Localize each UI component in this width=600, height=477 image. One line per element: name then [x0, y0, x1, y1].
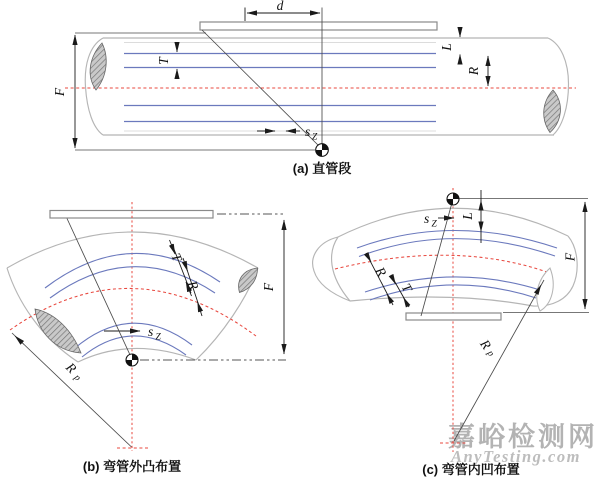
weld-lens-b-right — [239, 268, 258, 293]
watermark — [448, 422, 598, 466]
dim-rp-c — [454, 280, 544, 441]
label-rp-sub-b: p — [71, 372, 83, 384]
watermark-site: AnyTesting.com — [451, 447, 581, 466]
dim-t-c — [391, 275, 416, 307]
dim-sz-a — [257, 124, 318, 143]
probe-bar-c — [406, 313, 501, 320]
pipe-b-outline — [7, 232, 258, 362]
label-rp-sub-c: p — [484, 349, 496, 359]
probe-bar-a — [200, 22, 437, 30]
dim-d — [245, 0, 320, 21]
watermark-title: 嘉峪检测网 — [448, 422, 598, 452]
label-f-b: F — [261, 282, 276, 292]
label-s-sub-b: Z — [155, 332, 161, 343]
label-s-a: s — [305, 124, 311, 139]
cg-symbol-a — [316, 144, 329, 157]
label-s-b: s — [148, 324, 154, 339]
label-d: d — [276, 0, 284, 13]
flaw-lines-c — [357, 231, 557, 301]
label-s-sub-a: Z — [312, 132, 318, 143]
label-r-a: R — [466, 66, 481, 76]
label-l-a: L — [439, 43, 454, 51]
caption-a: (a) 直管段 — [292, 161, 352, 176]
beam-line-b — [67, 219, 131, 358]
weld-lens-a-left — [90, 43, 106, 90]
label-s-sub-c: Z — [431, 219, 437, 230]
dim-l-c — [460, 190, 481, 243]
panel-b-convex-bend — [7, 202, 286, 474]
dim-f-b — [261, 220, 284, 354]
label-r-c: R — [372, 264, 390, 280]
label-t-b: T — [168, 251, 186, 264]
label-t-c: T — [398, 280, 416, 295]
weld-lens-a-right — [544, 90, 561, 133]
dim-l-a — [439, 27, 460, 64]
cg-symbol-c — [447, 193, 459, 205]
caption-b: (b) 弯管外凸布置 — [82, 459, 182, 474]
centerline-arc-c — [335, 255, 547, 272]
pipe-a-outline — [85, 38, 568, 135]
label-f-c: F — [562, 252, 578, 262]
panel-a-straight-pipe — [52, 0, 576, 176]
caption-c: (c) 弯管内凹布置 — [422, 462, 520, 477]
dim-r-a — [466, 56, 488, 86]
dim-f-a — [52, 35, 75, 148]
label-f-a: F — [52, 87, 67, 97]
dim-t-a — [156, 44, 177, 78]
label-r-b: R — [184, 278, 202, 292]
cg-symbol-b — [126, 354, 138, 366]
label-l-c: L — [460, 212, 475, 220]
dim-f-c — [563, 202, 586, 309]
label-s-c: s — [424, 211, 430, 226]
dim-sz-c — [424, 211, 454, 230]
label-rp-b: R — [62, 359, 80, 377]
label-t-a: T — [156, 57, 171, 65]
label-rp-c: R — [477, 336, 495, 353]
beam-line-a — [202, 30, 321, 148]
